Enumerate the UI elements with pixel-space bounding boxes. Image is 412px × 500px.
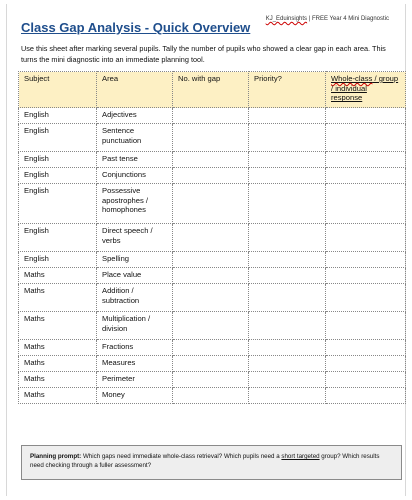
row-priority-cell[interactable]	[249, 152, 326, 168]
row-subject: Maths	[19, 340, 97, 356]
row-gap-count-cell[interactable]	[173, 356, 249, 372]
table-row	[19, 124, 406, 152]
row-response-cell[interactable]	[326, 284, 406, 312]
row-area: Spelling	[97, 252, 173, 268]
table-row	[19, 372, 406, 388]
header-note	[266, 16, 389, 22]
row-response-cell[interactable]	[326, 224, 406, 252]
col-header-response-a: Whole-class	[331, 74, 373, 83]
row-priority-cell[interactable]	[249, 224, 326, 252]
row-gap-count-cell[interactable]	[173, 340, 249, 356]
table-row	[19, 388, 406, 404]
row-gap-count-cell[interactable]	[173, 388, 249, 404]
planning-prompt	[21, 445, 402, 480]
gap-analysis-table	[18, 71, 406, 404]
row-priority-cell[interactable]	[249, 108, 326, 124]
row-priority-cell[interactable]	[249, 388, 326, 404]
row-gap-count-cell[interactable]	[173, 224, 249, 252]
row-response-cell[interactable]	[326, 312, 406, 340]
row-gap-count-cell[interactable]	[173, 284, 249, 312]
row-area: Measures	[97, 356, 173, 372]
row-response-cell[interactable]	[326, 184, 406, 224]
row-gap-count-cell[interactable]	[173, 124, 249, 152]
row-response-cell[interactable]	[326, 108, 406, 124]
row-subject: English	[19, 124, 97, 152]
row-response-cell[interactable]	[326, 340, 406, 356]
row-priority-cell[interactable]	[249, 124, 326, 152]
col-header-subject: Subject	[19, 72, 97, 108]
col-header-priority: Priority?	[249, 72, 326, 108]
row-area: Fractions	[97, 340, 173, 356]
row-subject: Maths	[19, 372, 97, 388]
row-gap-count-cell[interactable]	[173, 312, 249, 340]
row-gap-count-cell[interactable]	[173, 268, 249, 284]
intro-text: Use this sheet after marking several pupils. Tally the number of pupils who showed a clear gap in each area. This turns the mini diagnostic into an immediate planning tool.	[21, 44, 386, 64]
row-priority-cell[interactable]	[249, 372, 326, 388]
planning-prompt-text-c: group? Which results need checking through a fuller assessment?	[30, 453, 380, 469]
col-header-response-b: / group / individual response	[331, 74, 399, 103]
row-area: Sentence punctuation	[97, 124, 173, 152]
row-subject: Maths	[19, 388, 97, 404]
planning-prompt-text-a: Which gaps need immediate whole-class retrieval? Which pupils need a	[81, 453, 282, 460]
table-row	[19, 340, 406, 356]
row-priority-cell[interactable]	[249, 268, 326, 284]
table-row	[19, 312, 406, 340]
table-header-row	[19, 72, 406, 108]
col-header-response	[326, 72, 406, 108]
planning-prompt-label: Planning prompt:	[30, 453, 82, 460]
row-response-cell[interactable]	[326, 268, 406, 284]
table-row	[19, 252, 406, 268]
row-priority-cell[interactable]	[249, 340, 326, 356]
row-response-cell[interactable]	[326, 372, 406, 388]
row-priority-cell[interactable]	[249, 252, 326, 268]
worksheet-page	[6, 4, 406, 496]
table-row	[19, 152, 406, 168]
table-row	[19, 356, 406, 372]
row-subject: English	[19, 168, 97, 184]
table-row	[19, 168, 406, 184]
row-area: Past tense	[97, 152, 173, 168]
table-row	[19, 268, 406, 284]
row-area: Money	[97, 388, 173, 404]
row-response-cell[interactable]	[326, 152, 406, 168]
row-response-cell[interactable]	[326, 356, 406, 372]
header-brand: KJ_Eduinsights	[265, 16, 308, 22]
row-subject: English	[19, 224, 97, 252]
row-area: Conjunctions	[97, 168, 173, 184]
col-header-gap: No. with gap	[173, 72, 249, 108]
row-subject: Maths	[19, 356, 97, 372]
table-row	[19, 224, 406, 252]
row-priority-cell[interactable]	[249, 184, 326, 224]
row-area: Place value	[97, 268, 173, 284]
row-priority-cell[interactable]	[249, 356, 326, 372]
row-area: Direct speech / verbs	[97, 224, 173, 252]
row-area: Addition / subtraction	[97, 284, 173, 312]
row-priority-cell[interactable]	[249, 312, 326, 340]
row-subject: English	[19, 152, 97, 168]
row-subject: English	[19, 184, 97, 224]
row-gap-count-cell[interactable]	[173, 108, 249, 124]
row-gap-count-cell[interactable]	[173, 252, 249, 268]
row-area: Perimeter	[97, 372, 173, 388]
row-response-cell[interactable]	[326, 168, 406, 184]
planning-prompt-text-b: short targeted	[281, 453, 320, 460]
table-row	[19, 284, 406, 312]
row-subject: Maths	[19, 312, 97, 340]
row-area: Multiplication / division	[97, 312, 173, 340]
row-response-cell[interactable]	[326, 388, 406, 404]
table-row	[19, 184, 406, 224]
page-title: Class Gap Analysis - Quick Overview	[21, 20, 251, 35]
row-gap-count-cell[interactable]	[173, 152, 249, 168]
row-gap-count-cell[interactable]	[173, 168, 249, 184]
col-header-area: Area	[97, 72, 173, 108]
row-subject: Maths	[19, 284, 97, 312]
row-priority-cell[interactable]	[249, 168, 326, 184]
row-response-cell[interactable]	[326, 252, 406, 268]
row-gap-count-cell[interactable]	[173, 184, 249, 224]
row-subject: Maths	[19, 268, 97, 284]
row-gap-count-cell[interactable]	[173, 372, 249, 388]
row-response-cell[interactable]	[326, 124, 406, 152]
row-area: Possessive apostrophes / homophones	[97, 184, 173, 224]
row-area: Adjectives	[97, 108, 173, 124]
row-subject: English	[19, 108, 97, 124]
header-doc-name: | FREE Year 4 Mini Diagnostic	[307, 16, 389, 22]
row-subject: English	[19, 252, 97, 268]
row-priority-cell[interactable]	[249, 284, 326, 312]
table-row	[19, 108, 406, 124]
